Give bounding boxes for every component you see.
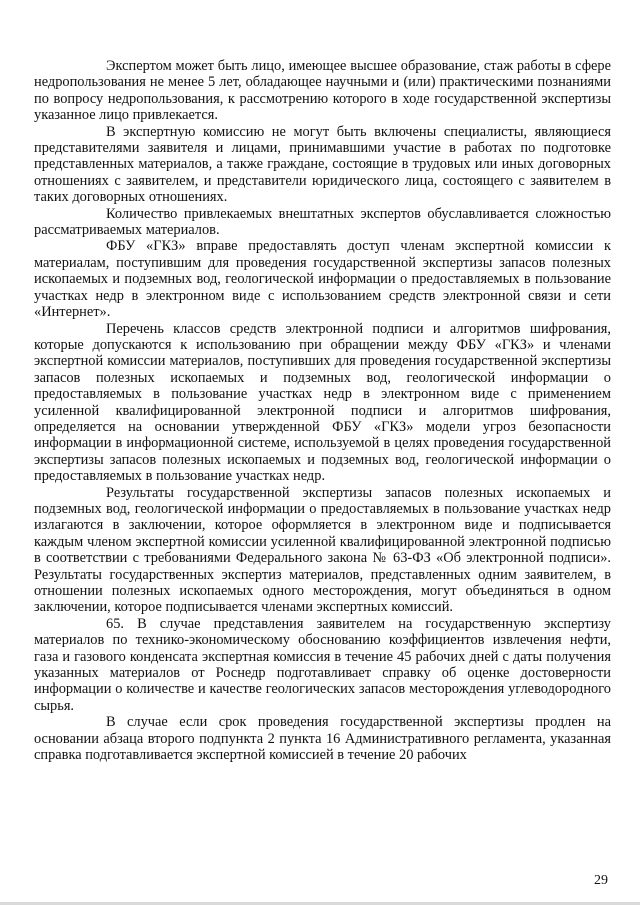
paragraph-expert-qualification: Экспертом может быть лицо, имеющее высшее образование, стаж работы в сфере недропользования не менее 5 лет, обладающее научными и (или) практическими познаниями по вопросу недропользования, к рассмотрению которого в ходе государственной экспертизы указанное лицо привлекается.: [34, 58, 611, 124]
paragraph-extended-term: В случае если срок проведения государственной экспертизы продлен на основании абзаца второго подпункта 2 пункта 16 Административного регламента, указанная справка подготавливается экспертной комиссией в течение 20 рабочих: [34, 714, 611, 764]
body-text: [34, 58, 611, 763]
paragraph-item-65: 65. В случае представления заявителем на государственную экспертизу материалов по технико-экономическому обоснованию коэффициентов извлечения нефти, газа и газового конденсата экспертная комиссия в течение 45 рабочих дней с даты получения указанных материалов от Роснедр подготавливает справку об оценке достоверности информации о количестве и качестве геологических запасов месторождения углеводородного сырья.: [34, 615, 611, 714]
page-number: 29: [594, 873, 608, 888]
paragraph-expert-count: Количество привлекаемых внештатных экспертов обуславливается сложностью рассматриваемых материалов.: [34, 205, 611, 239]
paragraph-commission-exclusions: В экспертную комиссию не могут быть включены специалисты, являющиеся представителями заявителя и лицами, принимавшими участие в работах по подготовке представленных материалов, а также граждане, состоящие в трудовых или иных договорных отношениях с заявителем, и представители юридического лица, состоящего с заявителем в таких договорных отношениях.: [34, 123, 611, 206]
paragraph-electronic-access: ФБУ «ГКЗ» вправе предоставлять доступ членам экспертной комиссии к материалам, поступившим для проведения государственной экспертизы запасов полезных ископаемых и подземных вод, геологической информации о предоставляемых в пользование участках недр в электронном виде с использованием средств электронной связи и сети «Интернет».: [34, 238, 611, 321]
paragraph-signature-classes: Перечень классов средств электронной подписи и алгоритмов шифрования, которые допускаются к использованию при обращении между ФБУ «ГКЗ» и членами экспертной комиссии материалов, поступивших для проведения государственной экспертизы запасов полезных ископаемых и подземных вод, геологической информации о предоставляемых в пользование участках недр в электронном виде с применением усиленной квалифицированной электронной подписи и алгоритмов шифрования, определяется на основании утвержденной ФБУ «ГКЗ» модели угроз безопасности информации в информационной системе, используемой в целях проведения государственной экспертизы запасов полезных ископаемых и подземных вод, геологической информации о предоставляемых в пользование участках недр.: [34, 320, 611, 485]
paragraph-expertise-results: Результаты государственной экспертизы запасов полезных ископаемых и подземных вод, геологической информации о предоставляемых в пользование участках недр излагаются в заключении, которое оформляется в электронном виде и подписывается каждым членом экспертной комиссии усиленной квалифицированной электронной подписью в соответствии с требованиями Федерального закона № 63-ФЗ «Об электронной подписи». Результаты государственных экспертиз материалов, представленных одним заявителем, в отношении полезных ископаемых одного месторождения, могут объединяться в одном заключении, которое подписывается членами экспертных комиссий.: [34, 484, 611, 616]
